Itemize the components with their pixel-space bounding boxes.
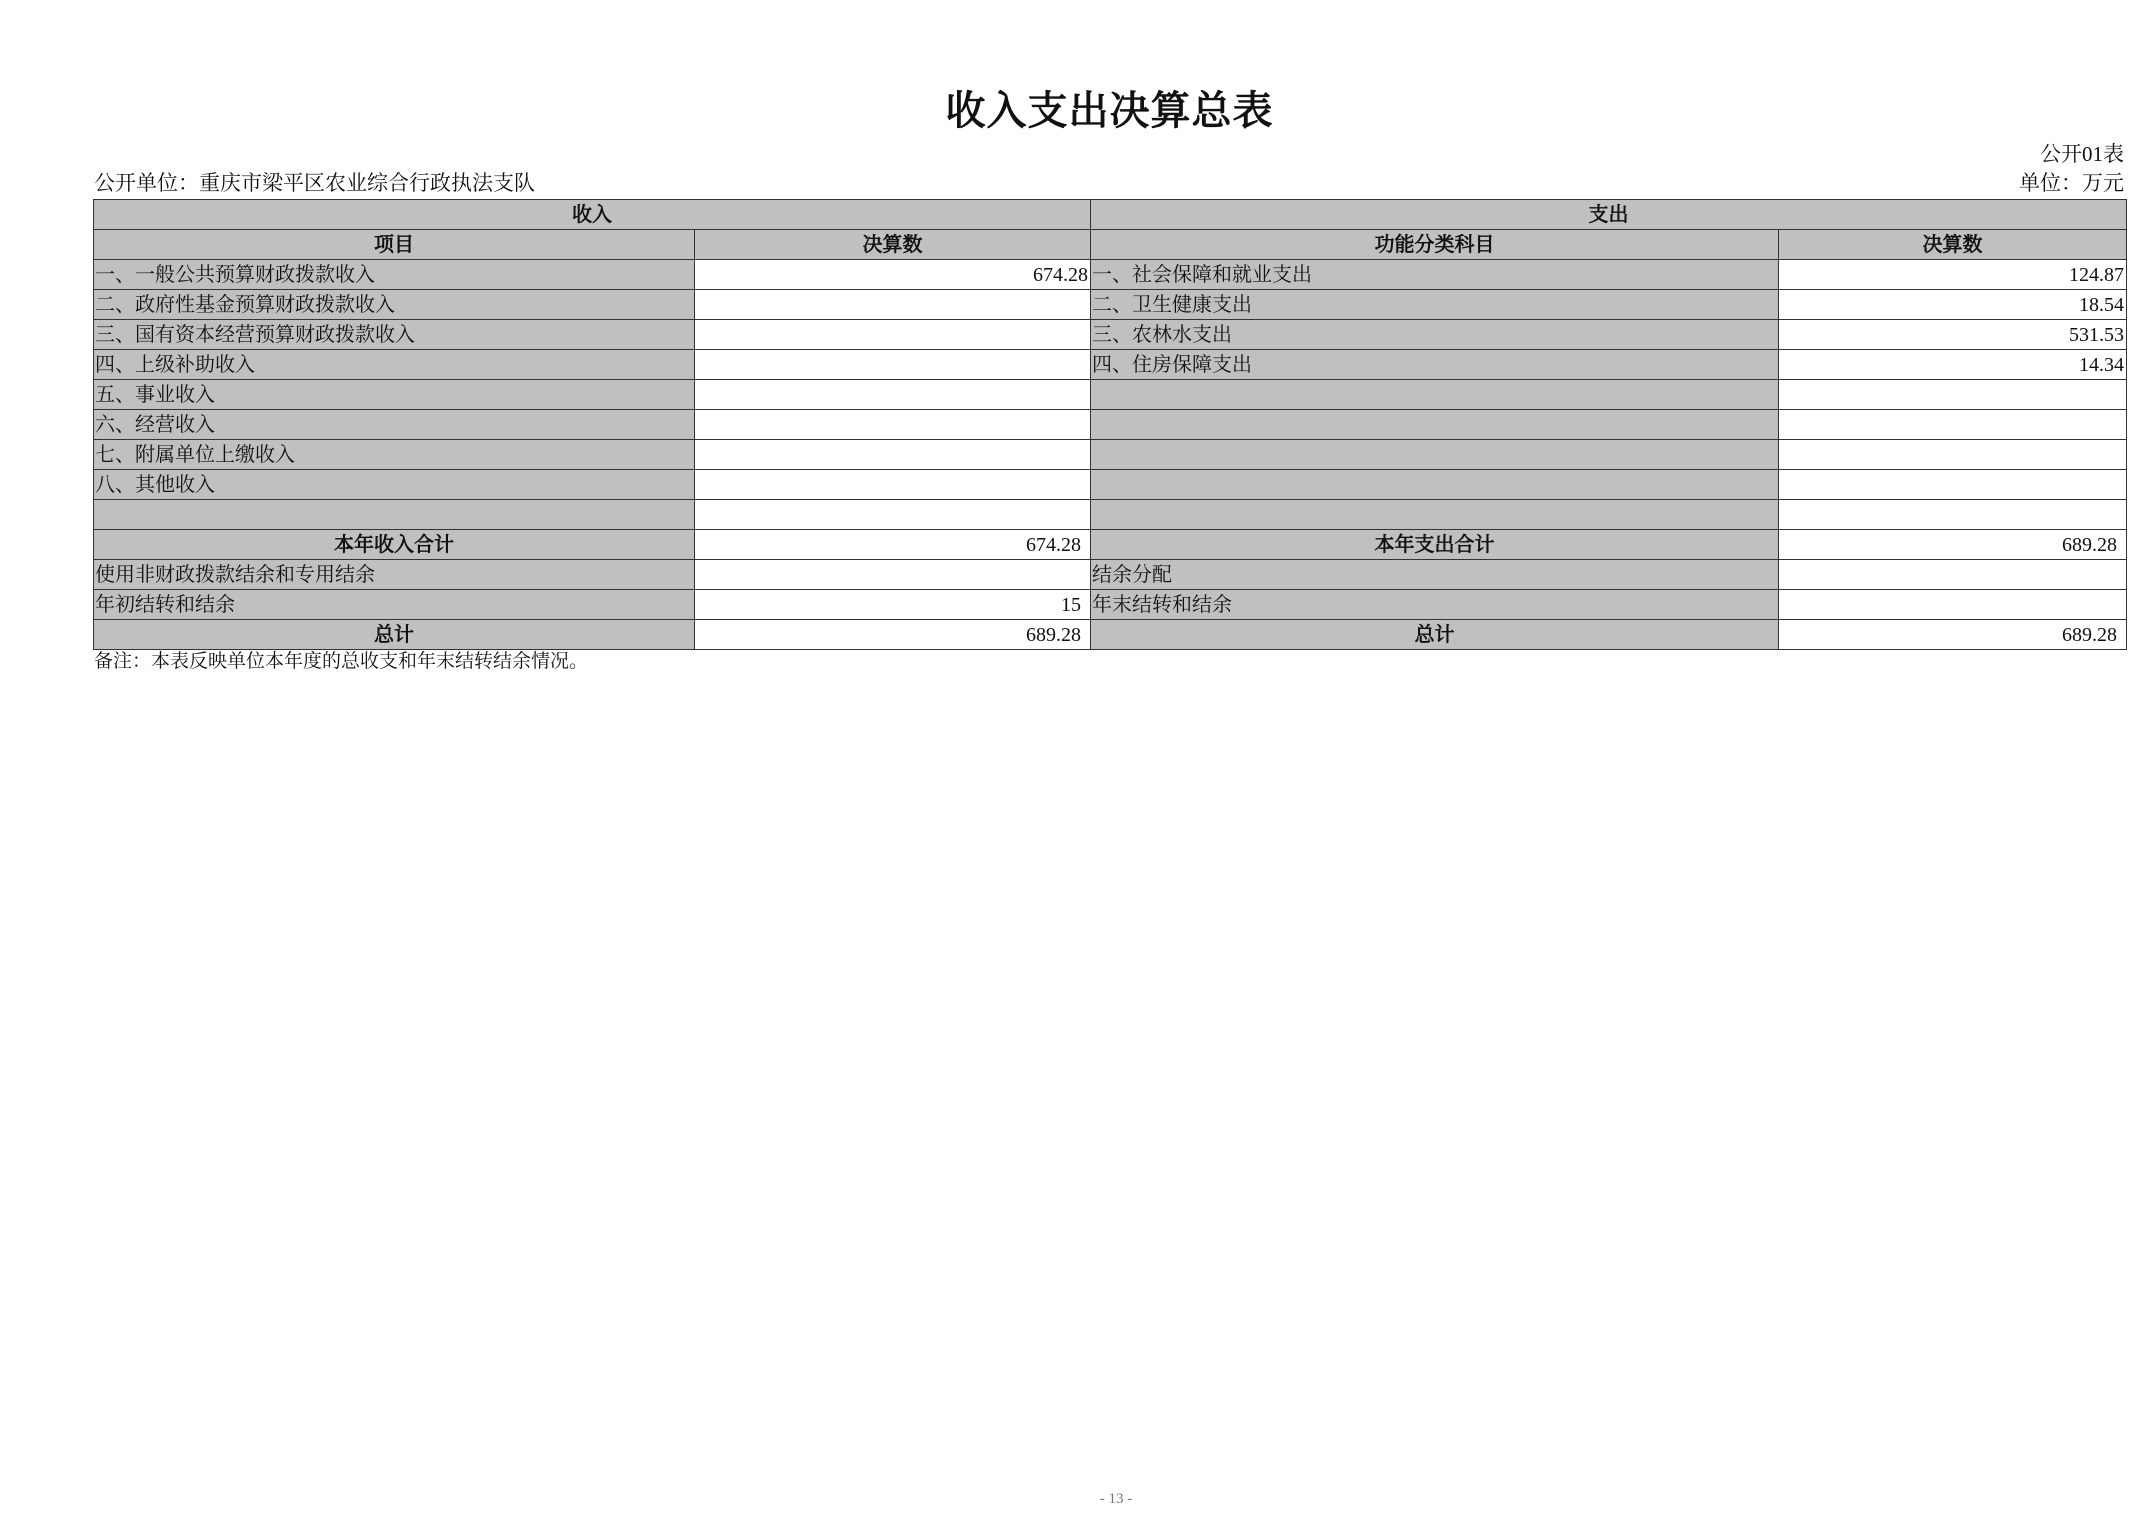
income-amount-cell xyxy=(695,500,1091,530)
expense-item-cell: 一、社会保障和就业支出 xyxy=(1091,260,1779,290)
table-row xyxy=(94,590,2127,620)
income-amount-cell xyxy=(695,440,1091,470)
expense-amount-cell: 531.53 xyxy=(1779,320,2127,350)
expense-group-header: 支出 xyxy=(1091,200,2127,230)
expense-item-cell: 结余分配 xyxy=(1091,560,1779,590)
expense-grand-total-label: 总计 xyxy=(1091,620,1779,650)
income-item-cell: 八、其他收入 xyxy=(94,470,695,500)
table-row xyxy=(94,440,2127,470)
expense-amount-cell xyxy=(1779,590,2127,620)
annual-total-row xyxy=(94,530,2127,560)
table-row xyxy=(94,290,2127,320)
expense-amount-cell xyxy=(1779,470,2127,500)
expense-item-cell: 三、农林水支出 xyxy=(1091,320,1779,350)
expense-item-cell xyxy=(1091,470,1779,500)
income-amount-cell xyxy=(695,470,1091,500)
income-item-cell: 五、事业收入 xyxy=(94,380,695,410)
table-row xyxy=(94,380,2127,410)
income-amount-cell xyxy=(695,560,1091,590)
table-row xyxy=(94,260,2127,290)
table-row xyxy=(94,560,2127,590)
expense-amount-cell: 14.34 xyxy=(1779,350,2127,380)
expense-grand-total-amount: 689.28 xyxy=(1779,620,2127,650)
table-row xyxy=(94,320,2127,350)
income-item-cell: 使用非财政拨款结余和专用结余 xyxy=(94,560,695,590)
income-item-cell xyxy=(94,500,695,530)
form-number: 公开01表 xyxy=(2040,142,2124,166)
page-title: 收入支出决算总表 xyxy=(945,89,1274,133)
income-grand-total-amount: 689.28 xyxy=(695,620,1091,650)
income-expense-table xyxy=(93,199,2127,650)
expense-item-cell xyxy=(1091,380,1779,410)
col-header-income-amount: 决算数 xyxy=(695,230,1091,260)
expense-item-cell: 四、住房保障支出 xyxy=(1091,350,1779,380)
expense-total-amount: 689.28 xyxy=(1779,530,2127,560)
income-group-header: 收入 xyxy=(94,200,1091,230)
expense-total-label: 本年支出合计 xyxy=(1091,530,1779,560)
income-item-cell: 一、一般公共预算财政拨款收入 xyxy=(94,260,695,290)
expense-item-cell: 二、卫生健康支出 xyxy=(1091,290,1779,320)
table-row xyxy=(94,500,2127,530)
expense-amount-cell xyxy=(1779,560,2127,590)
table-row xyxy=(94,350,2127,380)
currency-unit: 单位：万元 xyxy=(2019,171,2124,195)
income-item-cell: 三、国有资本经营预算财政拨款收入 xyxy=(94,320,695,350)
expense-item-cell xyxy=(1091,500,1779,530)
income-item-cell: 六、经营收入 xyxy=(94,410,695,440)
table-note: 备注：本表反映单位本年度的总收支和年末结转结余情况。 xyxy=(94,651,589,672)
grand-total-row xyxy=(94,620,2127,650)
expense-item-cell: 年末结转和结余 xyxy=(1091,590,1779,620)
income-item-cell: 四、上级补助收入 xyxy=(94,350,695,380)
reporting-unit: 公开单位：重庆市梁平区农业综合行政执法支队 xyxy=(94,171,535,195)
income-item-cell: 七、附属单位上缴收入 xyxy=(94,440,695,470)
expense-amount-cell xyxy=(1779,410,2127,440)
expense-amount-cell: 124.87 xyxy=(1779,260,2127,290)
income-amount-cell xyxy=(695,410,1091,440)
page-number: - 13 - xyxy=(1099,1491,1133,1507)
income-item-cell: 年初结转和结余 xyxy=(94,590,695,620)
expense-amount-cell xyxy=(1779,380,2127,410)
income-amount-cell xyxy=(695,350,1091,380)
income-item-cell: 二、政府性基金预算财政拨款收入 xyxy=(94,290,695,320)
expense-item-cell xyxy=(1091,410,1779,440)
table-row xyxy=(94,470,2127,500)
expense-item-cell xyxy=(1091,440,1779,470)
col-header-item: 项目 xyxy=(94,230,695,260)
group-header-row xyxy=(94,200,2127,230)
col-header-expense-amount: 决算数 xyxy=(1779,230,2127,260)
income-amount-cell xyxy=(695,380,1091,410)
table-row xyxy=(94,410,2127,440)
income-amount-cell: 15 xyxy=(695,590,1091,620)
income-amount-cell xyxy=(695,290,1091,320)
income-amount-cell xyxy=(695,320,1091,350)
income-amount-cell: 674.28 xyxy=(695,260,1091,290)
income-grand-total-label: 总计 xyxy=(94,620,695,650)
income-total-label: 本年收入合计 xyxy=(94,530,695,560)
expense-amount-cell xyxy=(1779,500,2127,530)
col-header-func-category: 功能分类科目 xyxy=(1091,230,1779,260)
income-total-amount: 674.28 xyxy=(695,530,1091,560)
expense-amount-cell xyxy=(1779,440,2127,470)
column-header-row xyxy=(94,230,2127,260)
expense-amount-cell: 18.54 xyxy=(1779,290,2127,320)
